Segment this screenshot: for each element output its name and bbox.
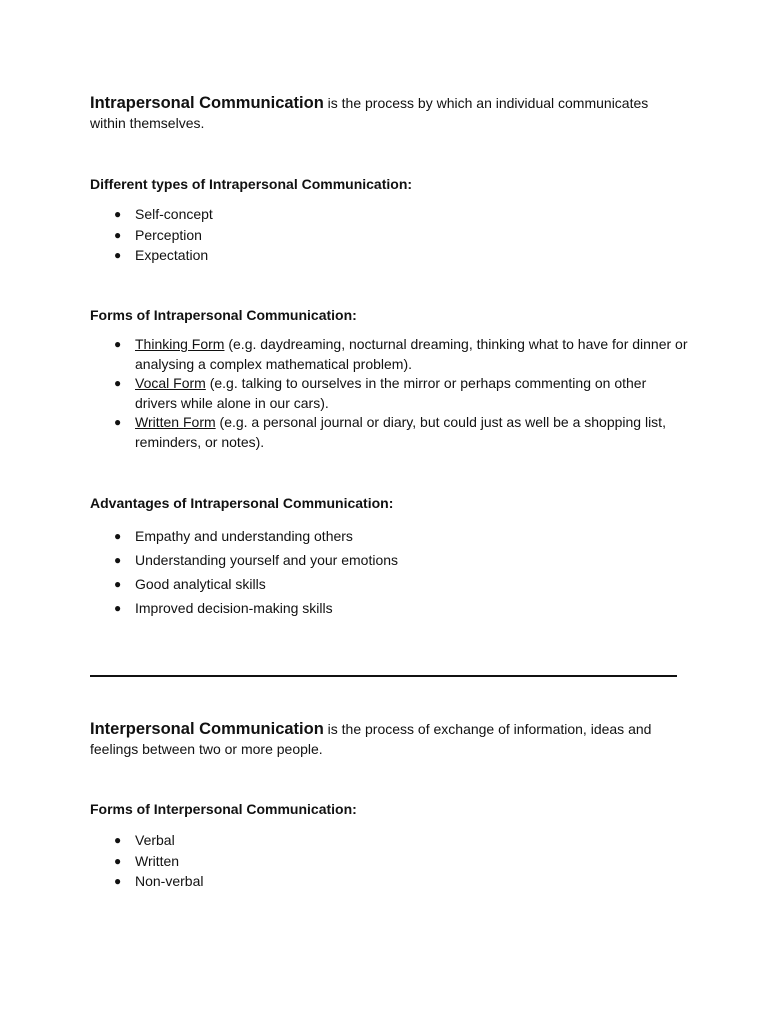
interpersonal-definition <box>90 719 680 759</box>
list-item: ● Understanding yourself and your emotions <box>90 548 690 572</box>
list-item: ● Written <box>90 851 690 872</box>
bullet-icon: ● <box>114 833 122 847</box>
advantages-heading: Advantages of Intrapersonal Communication: <box>90 495 394 511</box>
types-heading: Different types of Intrapersonal Communication: <box>90 176 413 192</box>
interpersonal-term: Interpersonal Communication <box>90 720 324 738</box>
list-item: ● Good analytical skills <box>90 572 690 596</box>
list-item: ● Self-concept <box>90 204 690 225</box>
bullet-icon: ● <box>114 529 122 543</box>
form-name: Written Form <box>135 414 216 430</box>
intrapersonal-term: Intrapersonal Communication <box>90 94 324 112</box>
section-divider <box>90 675 677 677</box>
interpersonal-forms-heading: Forms of Interpersonal Communication: <box>90 801 357 817</box>
bullet-icon: ● <box>114 874 122 888</box>
bullet-icon: ● <box>114 227 122 242</box>
form-description: (e.g. a personal journal or diary, but could just as well be a shopping list, reminders, or notes). <box>135 414 666 450</box>
bullet-icon: ● <box>114 415 122 429</box>
list-item: ● Empathy and understanding others <box>90 524 690 548</box>
interpersonal-definition-text: is the process of exchange of information, ideas and feelings between two or more people. <box>90 721 652 757</box>
bullet-icon: ● <box>114 337 122 351</box>
interpersonal-forms-list <box>90 830 690 892</box>
bullet-icon: ● <box>114 207 122 221</box>
list-item: ● Verbal <box>90 830 690 851</box>
list-item <box>90 374 690 413</box>
forms-heading: Forms of Intrapersonal Communication: <box>90 307 357 323</box>
list-item: ● Perception <box>90 225 690 246</box>
list-item <box>90 413 690 452</box>
bullet-icon: ● <box>114 376 122 390</box>
list-item: ● Expectation <box>90 245 690 266</box>
types-list <box>90 204 690 266</box>
bullet-icon: ● <box>114 553 122 567</box>
form-description: (e.g. daydreaming, nocturnal dreaming, thinking what to have for dinner or analysing a complex mathematical problem). <box>135 336 688 372</box>
bullet-icon: ● <box>114 577 122 591</box>
form-description: (e.g. talking to ourselves in the mirror or perhaps commenting on other drivers while alone in our cars). <box>135 375 647 411</box>
list-item: ● Improved decision-making skills <box>90 596 690 620</box>
bullet-icon: ● <box>114 601 122 615</box>
forms-list <box>90 335 690 452</box>
advantages-list <box>90 524 690 620</box>
list-item: ● Non-verbal <box>90 871 690 892</box>
intrapersonal-definition <box>90 93 680 133</box>
intrapersonal-definition-text: is the process by which an individual communicates within themselves. <box>90 95 649 131</box>
bullet-icon: ● <box>114 248 122 262</box>
list-item <box>90 335 690 374</box>
form-name: Thinking Form <box>135 336 225 352</box>
form-name: Vocal Form <box>135 375 206 391</box>
bullet-icon: ● <box>114 853 122 868</box>
